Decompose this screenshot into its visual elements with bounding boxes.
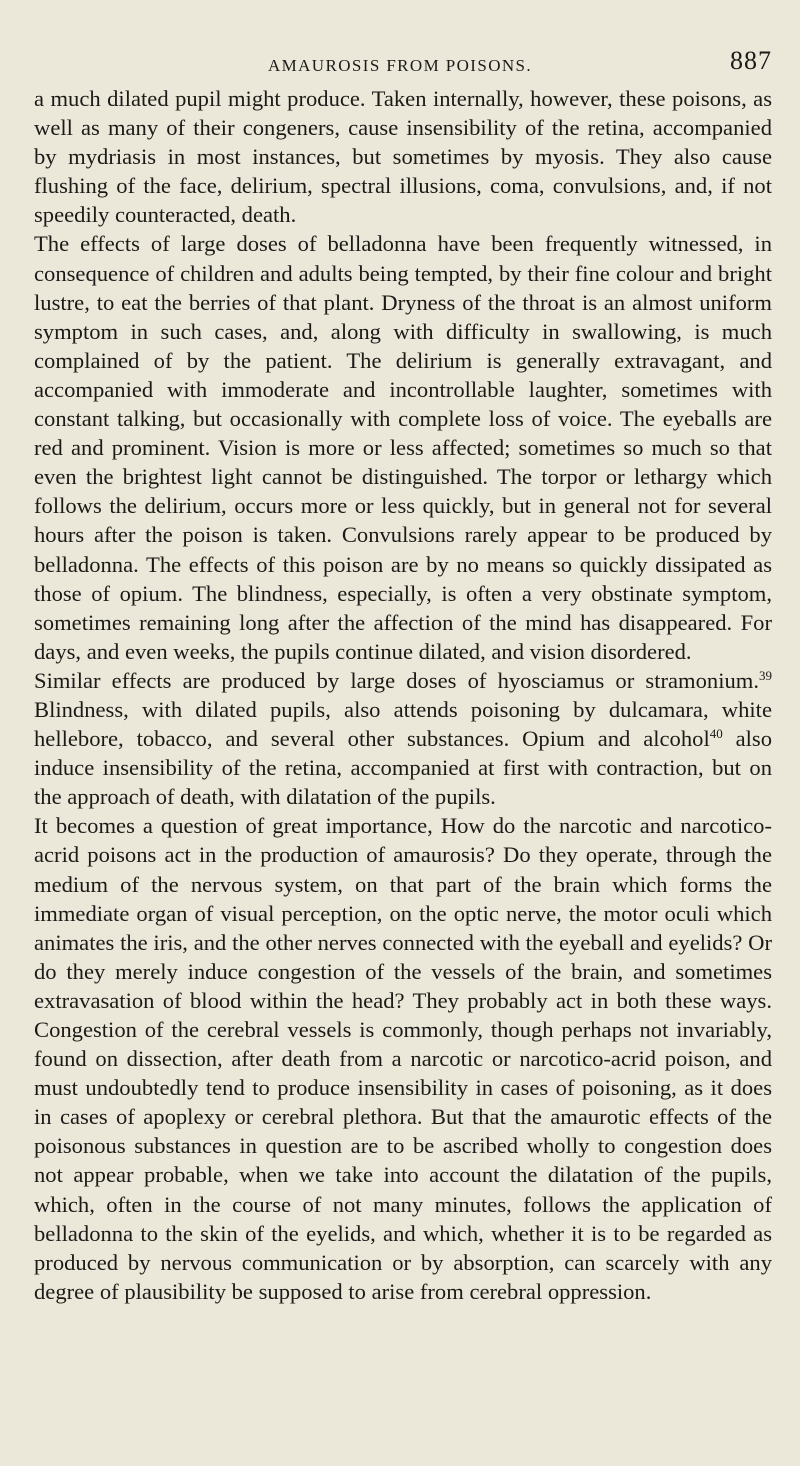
page-number: 887 [730,46,772,75]
running-head [0,46,800,80]
running-title: AMAUROSIS FROM POISONS. [267,56,533,75]
paragraph-2: The effects of large doses of belladonna have been frequently witnessed, in consequence of children and adults being tempted, by their fine colour and bright lustre, to eat the berries of that plant. Dryness of the throat is an almost uniform symptom in such cases, and, along with difficulty in swallowing, is much complained of by the patient. The delirium is generally extravagant, and accompanied with immoderate and incontrollable laughter, sometimes with constant talking, but occasionally with complete loss of voice. The eyeballs are red and prominent. Vision is more or less affected; sometimes so much so that even the brightest light cannot be distinguished. The torpor or lethargy which follows the delirium, occurs more or less quickly, but in general not for several hours after the poison is taken. Convulsions rarely appear to be produced by belladonna. The effects of this poison are by no means so quickly dissipated as those of opium. The blindness, especially, is often a very obstinate symptom, sometimes remaining long after the affection of the mind has disappeared. For days, and even weeks, the pupils continue dilated, and vision disordered. [34,231,772,664]
footnote-ref-39: 39 [759,667,772,683]
paragraph-4: It becomes a question of great importance, How do the narcotic and narcotico-acrid poisons act in the production of amaurosis? Do they operate, through the medium of the nervous system, on that part of the brain which forms the immediate organ of visual perception, on the optic nerve, the motor oculi which animates the iris, and the other nerves connected with the eyeball and eyelids? Or do they merely induce congestion of the vessels of the brain, and sometimes extravasation of blood within the head? They probably act in both these ways. Congestion of the cerebral vessels is commonly, though perhaps not invariably, found on dissection, after death from a narcotic or narcotico-acrid poison, and must undoubtedly tend to produce insensibility in cases of poisoning, as it does in cases of apoplexy or cerebral plethora. But that the amaurotic effects of the poisonous substances in question are to be ascribed wholly to congestion does not appear probable, when we take into account the dilatation of the pupils, which, often in the course of not many minutes, follows the application of belladonna to the skin of the eyelids, and which, whether it is to be regarded as produced by nervous communication or by absorption, can scarcely with any degree of plausibility be supposed to arise from cerebral oppression. [34,813,772,1304]
paragraph-3-text-b: Blindness, with dilated pupils, also attends poisoning by dulcamara, white hellebore, tobacco, and several other substances. Opium and alcohol [34,696,772,752]
footnote-ref-40: 40 [709,726,723,742]
paragraph-1: a much dilated pupil might produce. Taken internally, however, these poisons, as well as many of their congeners, cause insensibility of the retina, accompanied by mydriasis in most instances, but sometimes by myosis. They also cause flushing of the face, delirium, spectral illusions, coma, convulsions, and, if not speedily counteracted, death. [34,86,772,228]
paragraph-3-text-a: Similar effects are produced by large doses of hyosciamus or stramonium. [34,667,759,693]
paragraph-3-text-c: also induce insensibility of the retina, accompanied at first with contraction, but on the approach of death, with dilatation of the pupils. [34,726,772,810]
body-text [34,84,772,1306]
paragraph-3 [34,666,772,811]
